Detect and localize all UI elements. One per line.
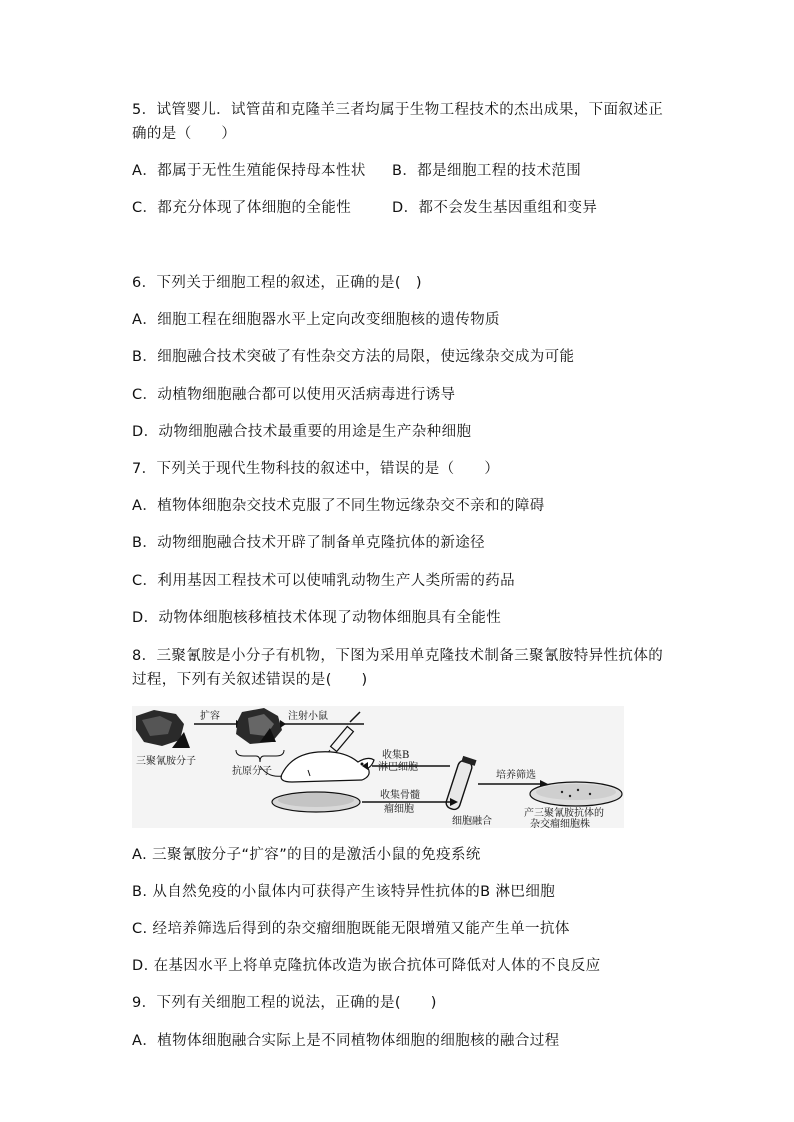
label-collect-myeloma-2: 瘤细胞 bbox=[384, 804, 414, 815]
q7-option-b: B．动物细胞融合技术开辟了制备单克隆抗体的新途径 bbox=[132, 535, 486, 551]
q7-option-d: D．动物体细胞核移植技术体现了动物体细胞具有全能性 bbox=[132, 610, 502, 626]
melamine-molecule-icon bbox=[136, 710, 184, 746]
label-collect-b-2: 淋巴细胞 bbox=[378, 762, 418, 773]
petri-dish-hybridoma-icon bbox=[530, 782, 622, 806]
brace-icon bbox=[236, 750, 284, 762]
q6-option-a: A．细胞工程在细胞器水平上定向改变细胞核的遗传物质 bbox=[132, 312, 500, 328]
q6-stem: 6．下列关于细胞工程的叙述，正确的是( ) bbox=[132, 275, 422, 291]
q8-option-d: D. 在基因水平上将单克隆抗体改造为嵌合抗体可降低对人体的不良反应 bbox=[132, 958, 601, 974]
label-hybridoma-2: 杂交瘤细胞株 bbox=[530, 819, 590, 828]
q6-option-b: B．细胞融合技术突破了有性杂交方法的局限，使远缘杂交成为可能 bbox=[132, 349, 575, 365]
q8-stem-line1: 8．三聚氰胺是小分子有机物，下图为采用单克隆技术制备三聚氰胺特异性抗体的 bbox=[132, 648, 664, 664]
q9-stem: 9．下列有关细胞工程的说法，正确的是( ) bbox=[132, 995, 437, 1011]
q7-option-a: A．植物体细胞杂交技术克服了不同生物远缘杂交不亲和的障碍 bbox=[132, 498, 545, 514]
label-screening: 培养筛选 bbox=[496, 770, 536, 781]
label-hybridoma-1: 产三聚氰胺抗体的 bbox=[524, 808, 604, 819]
q5-option-d: D．都不会发生基因重组和变异 bbox=[392, 200, 598, 216]
q5-stem-line2: 确的是（ ） bbox=[132, 126, 237, 142]
label-collect-myeloma-1: 收集骨髓 bbox=[380, 790, 420, 801]
petri-dish-myeloma-icon bbox=[272, 792, 360, 812]
q9-option-a: A．植物体细胞融合实际上是不同植物体细胞的细胞核的融合过程 bbox=[132, 1033, 560, 1049]
q5-option-c: C．都充分体现了体细胞的全能性 bbox=[132, 200, 352, 216]
q5-stem-line1: 5．试管婴儿．试管苗和克隆羊三者均属于生物工程技术的杰出成果，下面叙述正 bbox=[132, 102, 664, 118]
q8-option-c: C. 经培养筛选后得到的杂交瘤细胞既能无限增殖又能产生单一抗体 bbox=[132, 921, 570, 937]
label-fusion: 细胞融合 bbox=[452, 816, 492, 827]
label-melamine: 三聚氰胺分子 bbox=[136, 756, 196, 767]
q8-option-b: B. 从自然免疫的小鼠体内可获得产生该特异性抗体的B 淋巴细胞 bbox=[132, 884, 556, 900]
antigen-molecule-icon bbox=[236, 708, 282, 744]
label-expand: 扩容 bbox=[200, 711, 220, 722]
q8-stem-line2: 过程，下列有关叙述错误的是( ) bbox=[132, 672, 368, 688]
q6-option-d: D．动物细胞融合技术最重要的用途是生产杂种细胞 bbox=[132, 424, 472, 440]
q6-option-c: C．动植物细胞融合都可以使用灭活病毒进行诱导 bbox=[132, 387, 456, 403]
q7-option-c: C．利用基因工程技术可以使哺乳动物生产人类所需的药品 bbox=[132, 573, 516, 589]
label-collect-b-1: 收集B bbox=[382, 750, 410, 761]
q5-option-b: B．都是细胞工程的技术范围 bbox=[392, 163, 582, 179]
label-inject: 注射小鼠 bbox=[288, 711, 328, 722]
monoclonal-antibody-process-figure bbox=[132, 706, 624, 828]
q5-option-a: A．都属于无性生殖能保持母本性状 bbox=[132, 163, 366, 179]
q7-stem: 7．下列关于现代生物科技的叙述中，错误的是（ ） bbox=[132, 461, 500, 477]
q8-option-a: A. 三聚氰胺分子“扩容”的目的是激活小鼠的免疫系统 bbox=[132, 847, 481, 863]
label-antigen: 抗原分子 bbox=[232, 766, 272, 777]
